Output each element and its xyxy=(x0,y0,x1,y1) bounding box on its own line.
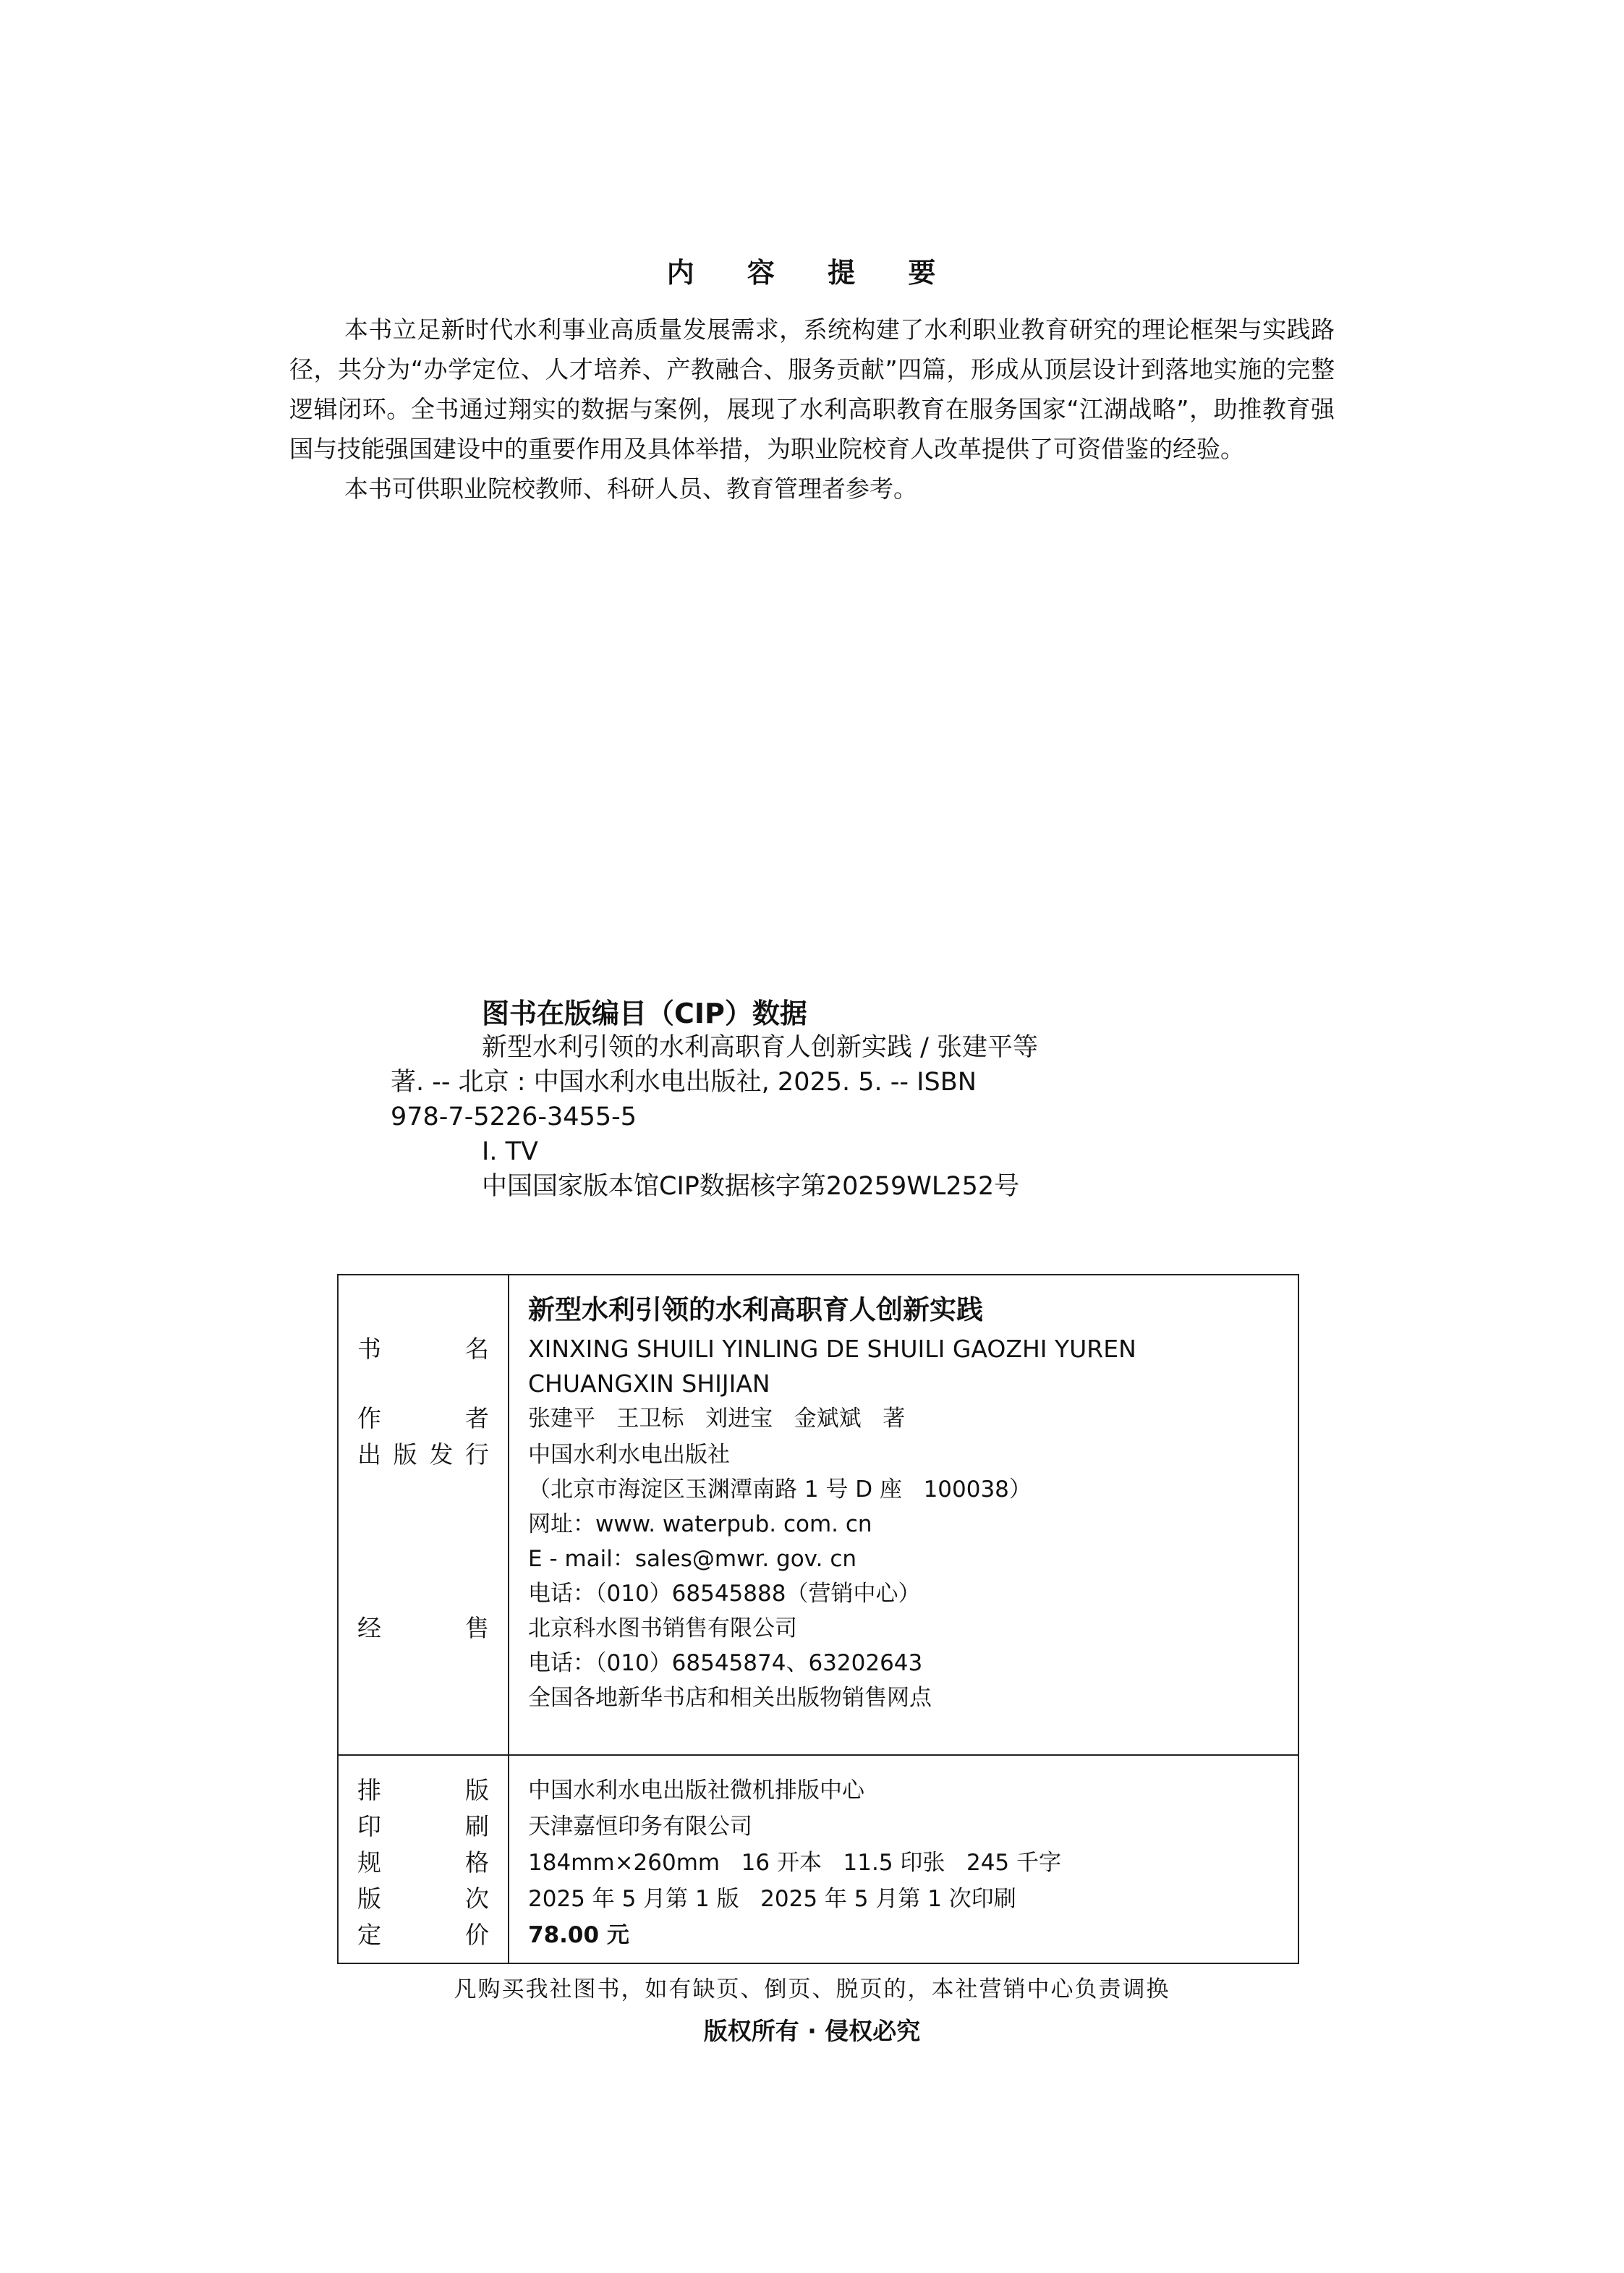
cip-line: 978-7-5226-3455-5 xyxy=(391,1102,637,1131)
cip-line: 中国国家版本馆CIP数据核字第20259WL252号 xyxy=(482,1172,1020,1201)
summary-paragraph: 本书可供职业院校教师、科研人员、教育管理者参考。 xyxy=(344,475,917,503)
printing-value: 天津嘉恒印务有限公司 xyxy=(528,1814,752,1840)
publisher-label: 出版发行 xyxy=(357,1440,489,1469)
book-info-table xyxy=(337,1274,1299,1964)
publisher-website: 网址：www. waterpub. com. cn xyxy=(528,1511,872,1537)
publisher-phone: 电话：（010）68545888（营销中心） xyxy=(528,1581,921,1607)
distributor-phone: 电话：（010）68545874、63202643 xyxy=(528,1650,923,1676)
price-label: 定 价 xyxy=(357,1921,489,1949)
book-title-value: 新型水利引领的水利高职育人创新实践 xyxy=(528,1294,983,1325)
spec-label: 规 格 xyxy=(357,1848,489,1877)
summary-title: 内 容 提 要 xyxy=(666,257,958,289)
distributor-value: 北京科水图书销售有限公司 xyxy=(528,1615,797,1641)
table-column-divider xyxy=(508,1275,509,1754)
info-table-section-main xyxy=(339,1275,1298,1756)
spec-value: 184mm×260mm 16 开本 11.5 印张 245 千字 xyxy=(528,1850,1061,1876)
cip-line: 新型水利引领的水利高职育人创新实践 / 张建平等 xyxy=(482,1033,1039,1062)
copyright-notice: 版权所有 · 侵权必究 xyxy=(703,2017,921,2045)
cip-line: 著. -- 北京 : 中国水利水电出版社, 2025. 5. -- ISBN xyxy=(391,1068,977,1097)
cip-heading: 图书在版编目（CIP）数据 xyxy=(482,998,807,1029)
publisher-value: 中国水利水电出版社 xyxy=(528,1442,730,1468)
cip-line: Ⅰ. TV xyxy=(482,1137,538,1166)
summary-body xyxy=(289,310,1335,509)
book-title-pinyin: XINXING SHUILI YINLING DE SHUILI GAOZHI YUREN xyxy=(528,1335,1136,1363)
edition-value: 2025 年 5 月第 1 版 2025 年 5 月第 1 次印刷 xyxy=(528,1886,1016,1912)
summary-paragraph: 本书立足新时代水利事业高质量发展需求，系统构建了水利职业教育研究的理论框架与实践路径，共分为“办学定位、人才培养、产教融合、服务贡献”四篇，形成从顶层设计到落地实施的完整逻辑闭环。全书通过翔实的数据与案例，展现了水利高职教育在服务国家“江湖战略”，助推教育强国与技能强国建设中的重要作用及具体举措，为职业院校育人改革提供了可资借鉴的经验。 xyxy=(289,315,1335,463)
publisher-address: （北京市海淀区玉渊潭南路 1 号 D 座 100038） xyxy=(528,1477,1032,1503)
author-value: 张建平 王卫标 刘进宝 金斌斌 著 xyxy=(528,1406,906,1432)
cip-block xyxy=(391,997,1230,1204)
replacement-notice: 凡购买我社图书，如有缺页、倒页、脱页的，本社营销中心负责调换 xyxy=(454,1976,1170,2002)
author-label: 作 者 xyxy=(357,1404,489,1432)
typesetting-label: 排 版 xyxy=(357,1776,489,1804)
distributor-label: 经 售 xyxy=(357,1614,489,1642)
edition-label: 版 次 xyxy=(357,1885,489,1913)
table-column-divider xyxy=(508,1756,509,1963)
info-table-section-production xyxy=(339,1756,1298,1963)
price-value: 78.00 元 xyxy=(528,1922,629,1948)
publisher-email: E - mail：sales@mwr. gov. cn xyxy=(528,1546,857,1572)
printing-label: 印 刷 xyxy=(357,1812,489,1840)
distributor-network: 全国各地新华书店和相关出版物销售网点 xyxy=(528,1685,932,1711)
book-title-pinyin: CHUANGXIN SHIJIAN xyxy=(528,1369,770,1398)
typesetting-value: 中国水利水电出版社微机排版中心 xyxy=(528,1777,864,1803)
book-title-label: 书 名 xyxy=(357,1335,489,1363)
